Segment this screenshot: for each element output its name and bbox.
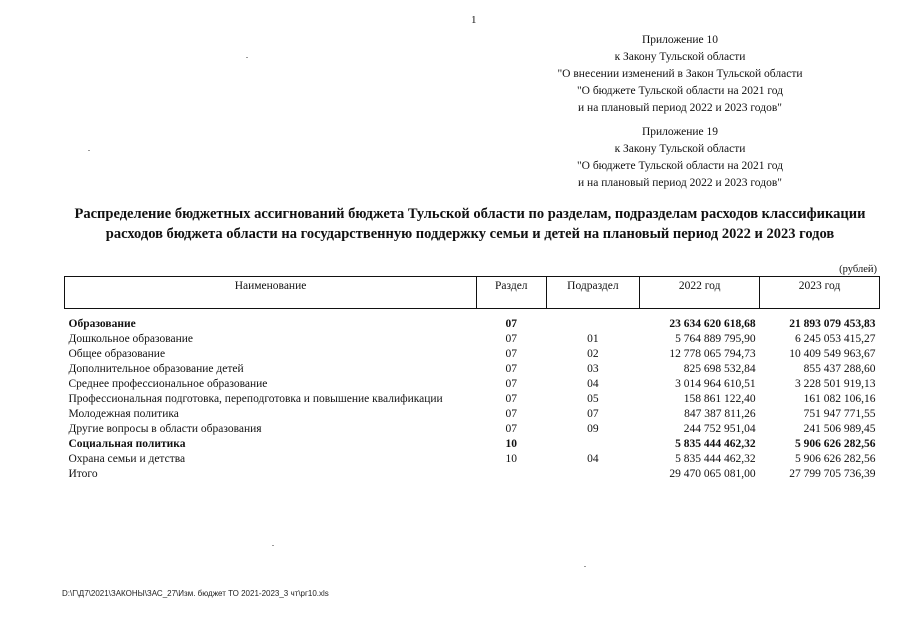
header-year-2023: 2023 год — [760, 277, 880, 309]
cell-name: Охрана семьи и детства — [68, 453, 186, 465]
table-header-row — [65, 277, 880, 309]
cell-year-2022: 3 014 964 610,51 — [675, 378, 756, 390]
cell-year-2022: 23 634 620 618,68 — [669, 318, 756, 330]
cell-year-2023: 5 906 626 282,56 — [795, 453, 876, 465]
table-row — [65, 332, 880, 347]
cell-name: Дополнительное образование детей — [68, 363, 244, 375]
appendix-19-line: к Закону Тульской области — [614, 143, 746, 155]
cell-section: 07 — [505, 393, 518, 405]
cell-name: Социальная политика — [68, 438, 186, 450]
appendix-10-line: и на плановый период 2022 и 2023 годов" — [578, 102, 782, 114]
appendix-19-block — [540, 124, 820, 192]
table-row — [65, 392, 880, 407]
appendix-19-line: Приложение 19 — [641, 126, 719, 138]
appendix-10-line: "О бюджете Тульской области на 2021 год — [576, 85, 784, 97]
cell-name: Дошкольное образование — [68, 333, 194, 345]
budget-table — [64, 276, 880, 482]
cell-year-2022: 847 387 811,26 — [684, 408, 756, 420]
table-row — [65, 317, 880, 332]
table-row — [65, 347, 880, 362]
cell-name: Профессиональная подготовка, переподготовка и повышение квалификации — [68, 393, 443, 405]
table-spacer — [65, 309, 880, 318]
cell-year-2023: 27 799 705 736,39 — [789, 468, 876, 480]
appendix-10-block — [540, 32, 820, 117]
cell-section: 10 — [505, 438, 518, 450]
cell-subsection — [546, 317, 640, 332]
cell-year-2023: 21 893 079 453,83 — [789, 318, 876, 330]
table-row — [65, 437, 880, 452]
header-name: Наименование — [65, 277, 477, 309]
scan-speck — [272, 545, 274, 546]
table-row — [65, 362, 880, 377]
cell-section: 10 — [505, 453, 518, 465]
cell-name: Образование — [68, 318, 136, 330]
cell-section: 07 — [505, 408, 518, 420]
cell-year-2022: 5 835 444 462,32 — [675, 438, 756, 450]
cell-year-2022: 12 778 065 794,73 — [669, 348, 756, 360]
cell-subsection: 02 — [587, 348, 599, 360]
cell-year-2023: 161 082 106,16 — [803, 393, 876, 405]
cell-subsection: 04 — [587, 378, 599, 390]
scan-speck — [584, 566, 586, 567]
cell-section: 07 — [505, 348, 518, 360]
cell-section: 07 — [505, 333, 518, 345]
appendix-19-line: и на плановый период 2022 и 2023 годов" — [578, 177, 782, 189]
cell-subsection: 01 — [587, 333, 599, 345]
cell-year-2022: 29 470 065 081,00 — [669, 468, 756, 480]
scan-speck — [246, 57, 248, 58]
header-section: Раздел — [477, 277, 547, 309]
cell-subsection: 07 — [587, 408, 599, 420]
cell-section: 07 — [505, 363, 518, 375]
cell-subsection: 09 — [587, 423, 599, 435]
appendix-10-line: Приложение 10 — [641, 34, 719, 46]
cell-year-2022: 825 698 532,84 — [683, 363, 756, 375]
cell-subsection: 03 — [587, 363, 599, 375]
cell-section: 07 — [505, 318, 518, 330]
appendix-10-line: "О внесении изменений в Закон Тульской области — [557, 68, 803, 80]
cell-name: Молодежная политика — [68, 408, 179, 420]
cell-name: Среднее профессиональное образование — [68, 378, 268, 390]
table-row — [65, 407, 880, 422]
table-row — [65, 422, 880, 437]
cell-section: 07 — [505, 378, 518, 390]
document-title: Распределение бюджетных ассигнований бюджета Тульской области по разделам, подразделам расходов классификации расходов бюджета области на государственную поддержку семьи и детей на плановый период 2022 и 2023 годов — [74, 206, 866, 242]
cell-section — [477, 467, 547, 482]
table-row — [65, 452, 880, 467]
table-body — [65, 309, 880, 483]
cell-subsection: 04 — [587, 453, 599, 465]
cell-name: Итого — [68, 468, 98, 480]
cell-year-2023: 6 245 053 415,27 — [795, 333, 876, 345]
cell-year-2023: 751 947 771,55 — [803, 408, 876, 420]
header-subsection: Подраздел — [546, 277, 640, 309]
cell-year-2023: 10 409 549 963,67 — [789, 348, 876, 360]
table-row — [65, 467, 880, 482]
cell-year-2023: 855 437 288,60 — [803, 363, 876, 375]
cell-year-2022: 5 835 444 462,32 — [675, 453, 756, 465]
cell-subsection: 05 — [587, 393, 599, 405]
cell-year-2023: 241 506 989,45 — [803, 423, 876, 435]
cell-subsection — [546, 467, 640, 482]
table-row — [65, 377, 880, 392]
units-label: (рублей) — [839, 264, 877, 275]
cell-year-2022: 244 752 951,04 — [683, 423, 756, 435]
scan-speck — [88, 150, 90, 151]
cell-year-2023: 3 228 501 919,13 — [795, 378, 876, 390]
appendix-19-line: "О бюджете Тульской области на 2021 год — [576, 160, 784, 172]
cell-name: Общее образование — [68, 348, 166, 360]
cell-section: 07 — [505, 423, 518, 435]
page-number: 1 — [471, 14, 477, 26]
cell-year-2023: 5 906 626 282,56 — [795, 438, 876, 450]
cell-year-2022: 5 764 889 795,90 — [675, 333, 756, 345]
header-year-2022: 2022 год — [640, 277, 760, 309]
cell-name: Другие вопросы в области образования — [68, 423, 262, 435]
cell-year-2022: 158 861 122,40 — [683, 393, 756, 405]
appendix-10-line: к Закону Тульской области — [614, 51, 746, 63]
file-path-footer: D:\Г\Д7\2021\ЗАКОНЫ\ЗАС_27\Изм. бюджет ТО 2021-2023_3 чт\рг10.xls — [62, 589, 329, 598]
cell-subsection — [546, 437, 640, 452]
